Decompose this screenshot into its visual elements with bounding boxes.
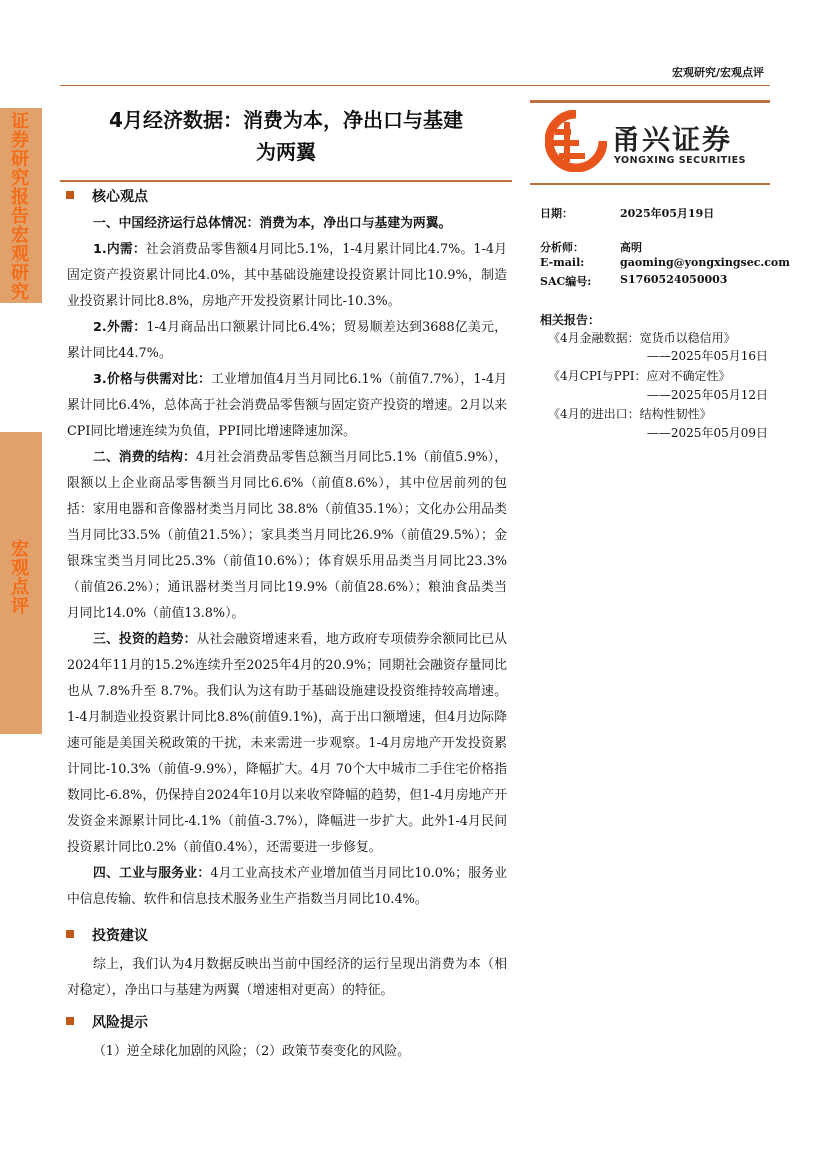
related-reports-title: 相关报告： (540, 313, 601, 327)
logo-rule-bottom (530, 183, 770, 185)
section-advice-title: 投资建议 (92, 928, 148, 944)
risk-body (67, 1039, 507, 1065)
core-p3-text: 1-4月商品出口额累计同比6.4%；贸易顺差达到3688亿美元，累计同比44.7%。 (67, 320, 508, 361)
core-body (67, 211, 507, 913)
core-p3 (67, 315, 507, 367)
report-title-line2: 为两翼 (256, 140, 316, 164)
email-value[interactable]: gaoming@yongxingsec.com (620, 256, 790, 269)
core-p1 (67, 211, 507, 237)
section-bullet-icon (66, 1017, 74, 1025)
analyst-name: 高明 (620, 241, 642, 254)
section-bullet-icon (66, 930, 74, 938)
related-report-3-date: ——2025年05月09日 (646, 426, 768, 440)
related-report-3[interactable]: 《4月的进出口：结构性韧性》 (548, 407, 712, 421)
header-divider (60, 85, 770, 86)
core-p4-label: 3.价格与供需对比： (93, 372, 211, 387)
logo-rule-top (530, 100, 770, 103)
title-divider (60, 180, 512, 182)
sac-value: S1760524050003 (620, 273, 728, 286)
core-p4 (67, 367, 507, 445)
logo-name: 甬兴证券 (612, 123, 733, 156)
related-report-1-date: ——2025年05月16日 (646, 349, 768, 363)
advice-p1: 综上，我们认为4月数据反映出当前中国经济的运行呈现出消费为本（相对稳定），净出口与基建为两翼（增速相对更高）的特征。 (67, 957, 507, 998)
date-label: 日期： (540, 207, 573, 220)
logo-english: YONGXING SECURITIES (614, 155, 746, 166)
sac-label: SAC编号: (540, 275, 592, 288)
section-advice-heading (66, 925, 148, 945)
core-p7 (67, 861, 507, 913)
email-label: E-mail: (540, 256, 585, 269)
core-p6 (67, 627, 507, 861)
core-p7-label: 四、工业与服务业： (93, 866, 211, 881)
core-p7-text: 4月工业高技术产业增加值当月同比10.0%；服务业中信息传输、软件和信息技术服务业生产指数当月同比10.4%。 (67, 866, 508, 907)
core-p4-text: 工业增加值4月当月同比6.1%（前值7.7%），1-4月累计同比6.4%，总体高于社会消费品零售额与固定资产投资的增速。2月以来CPI同比增速连续为负值，PPI同比增速降速加深。 (67, 372, 507, 439)
core-p1-text: 一、中国经济运行总体情况：消费为本，净出口与基建为两翼。 (93, 216, 452, 231)
sidebar-label-bottom: 宏观点评 (11, 539, 29, 617)
section-risk-title: 风险提示 (92, 1015, 148, 1031)
related-report-1[interactable]: 《4月金融数据：宽货币以稳信用》 (548, 331, 736, 345)
date-value: 2025年05月19日 (620, 207, 715, 220)
core-p2-text: 社会消费品零售额4月同比5.1%，1-4月累计同比4.7%。1-4月固定资产投资累计同比4.0%，其中基础设施建设投资累计同比10.9%，制造业投资累计同比8.8%，房地产开发投资累计同比-10.3%。 (67, 242, 507, 309)
core-p6-text: 从社会融资增速来看，地方政府专项债券余额同比已从2024年11月的15.2%连续升至2025年4月的20.9%；同期社会融资存量同比也从 7.8%升至 8.7%。我们认为这有助于基础设施建设投资维持较高增速。1-4月制造业投资累计同比8.8%(前值9.1%)，高于出口额增速，但4月边际降速可能是美国关税政策的干扰，未来需进一步观察。1-4月房地产开发投资累计同比-10.3%（前值-9.9%），降幅扩大。4月 70个大中城市二手住宅价格指数同比-6.8%，仍保持自2024年10月以来收窄降幅的趋势，但1-4月房地产开发资金来源累计同比-4.1%（前值-3.7%），降幅进一步扩大。此外1-4月民间投资累计同比0.2%（前值0.4%），还需要进一步修复。 (67, 632, 508, 855)
yongxing-logo-icon (545, 110, 607, 172)
core-p5-label: 二、消费的结构： (93, 450, 196, 465)
report-category: 宏观研究/宏观点评 (671, 66, 764, 79)
advice-body (67, 952, 507, 1004)
report-title-line1: 4月经济数据：消费为本，净出口与基建 (109, 108, 463, 132)
section-risk-heading (66, 1012, 148, 1032)
core-p6-label: 三、投资的趋势： (93, 632, 197, 647)
risk-p1: （1）逆全球化加剧的风险；（2）政策节奏变化的风险。 (93, 1044, 411, 1059)
core-p2 (67, 237, 507, 315)
related-report-2-date: ——2025年05月12日 (646, 388, 768, 402)
report-title (60, 104, 512, 168)
section-bullet-icon (66, 191, 74, 199)
core-p2-label: 1.内需： (93, 242, 146, 257)
analyst-label: 分析师： (540, 241, 584, 254)
sidebar-label-top: 证券研究报告 宏观研究 (11, 111, 29, 303)
core-p5-text: 4月社会消费品零售总额当月同比5.1%（前值5.9%），限额以上企业商品零售额当月同比6.6%（前值8.6%），其中位居前列的包括：家用电器和音像器材类当月同比 38.8%（前值35.1%）；文化办公用品类当月同比33.5%（前值21.5%）；家具类当月同比26.9%（前值29.5%）；金银珠宝类当月同比25.3%（前值10.6%）；体育娱乐用品类当月同比23.3%（前值26.2%）；通讯器材类当月同比19.9%（前值28.6%）；粮油食品类当月同比14.0%（前值13.8%）。 (67, 450, 508, 621)
section-core-title: 核心观点 (92, 189, 148, 205)
core-p3-label: 2.外需： (93, 320, 147, 335)
related-report-2[interactable]: 《4月CPI与PPI：应对不确定性》 (548, 369, 731, 383)
core-p5 (67, 445, 507, 627)
section-core-heading (66, 186, 148, 206)
